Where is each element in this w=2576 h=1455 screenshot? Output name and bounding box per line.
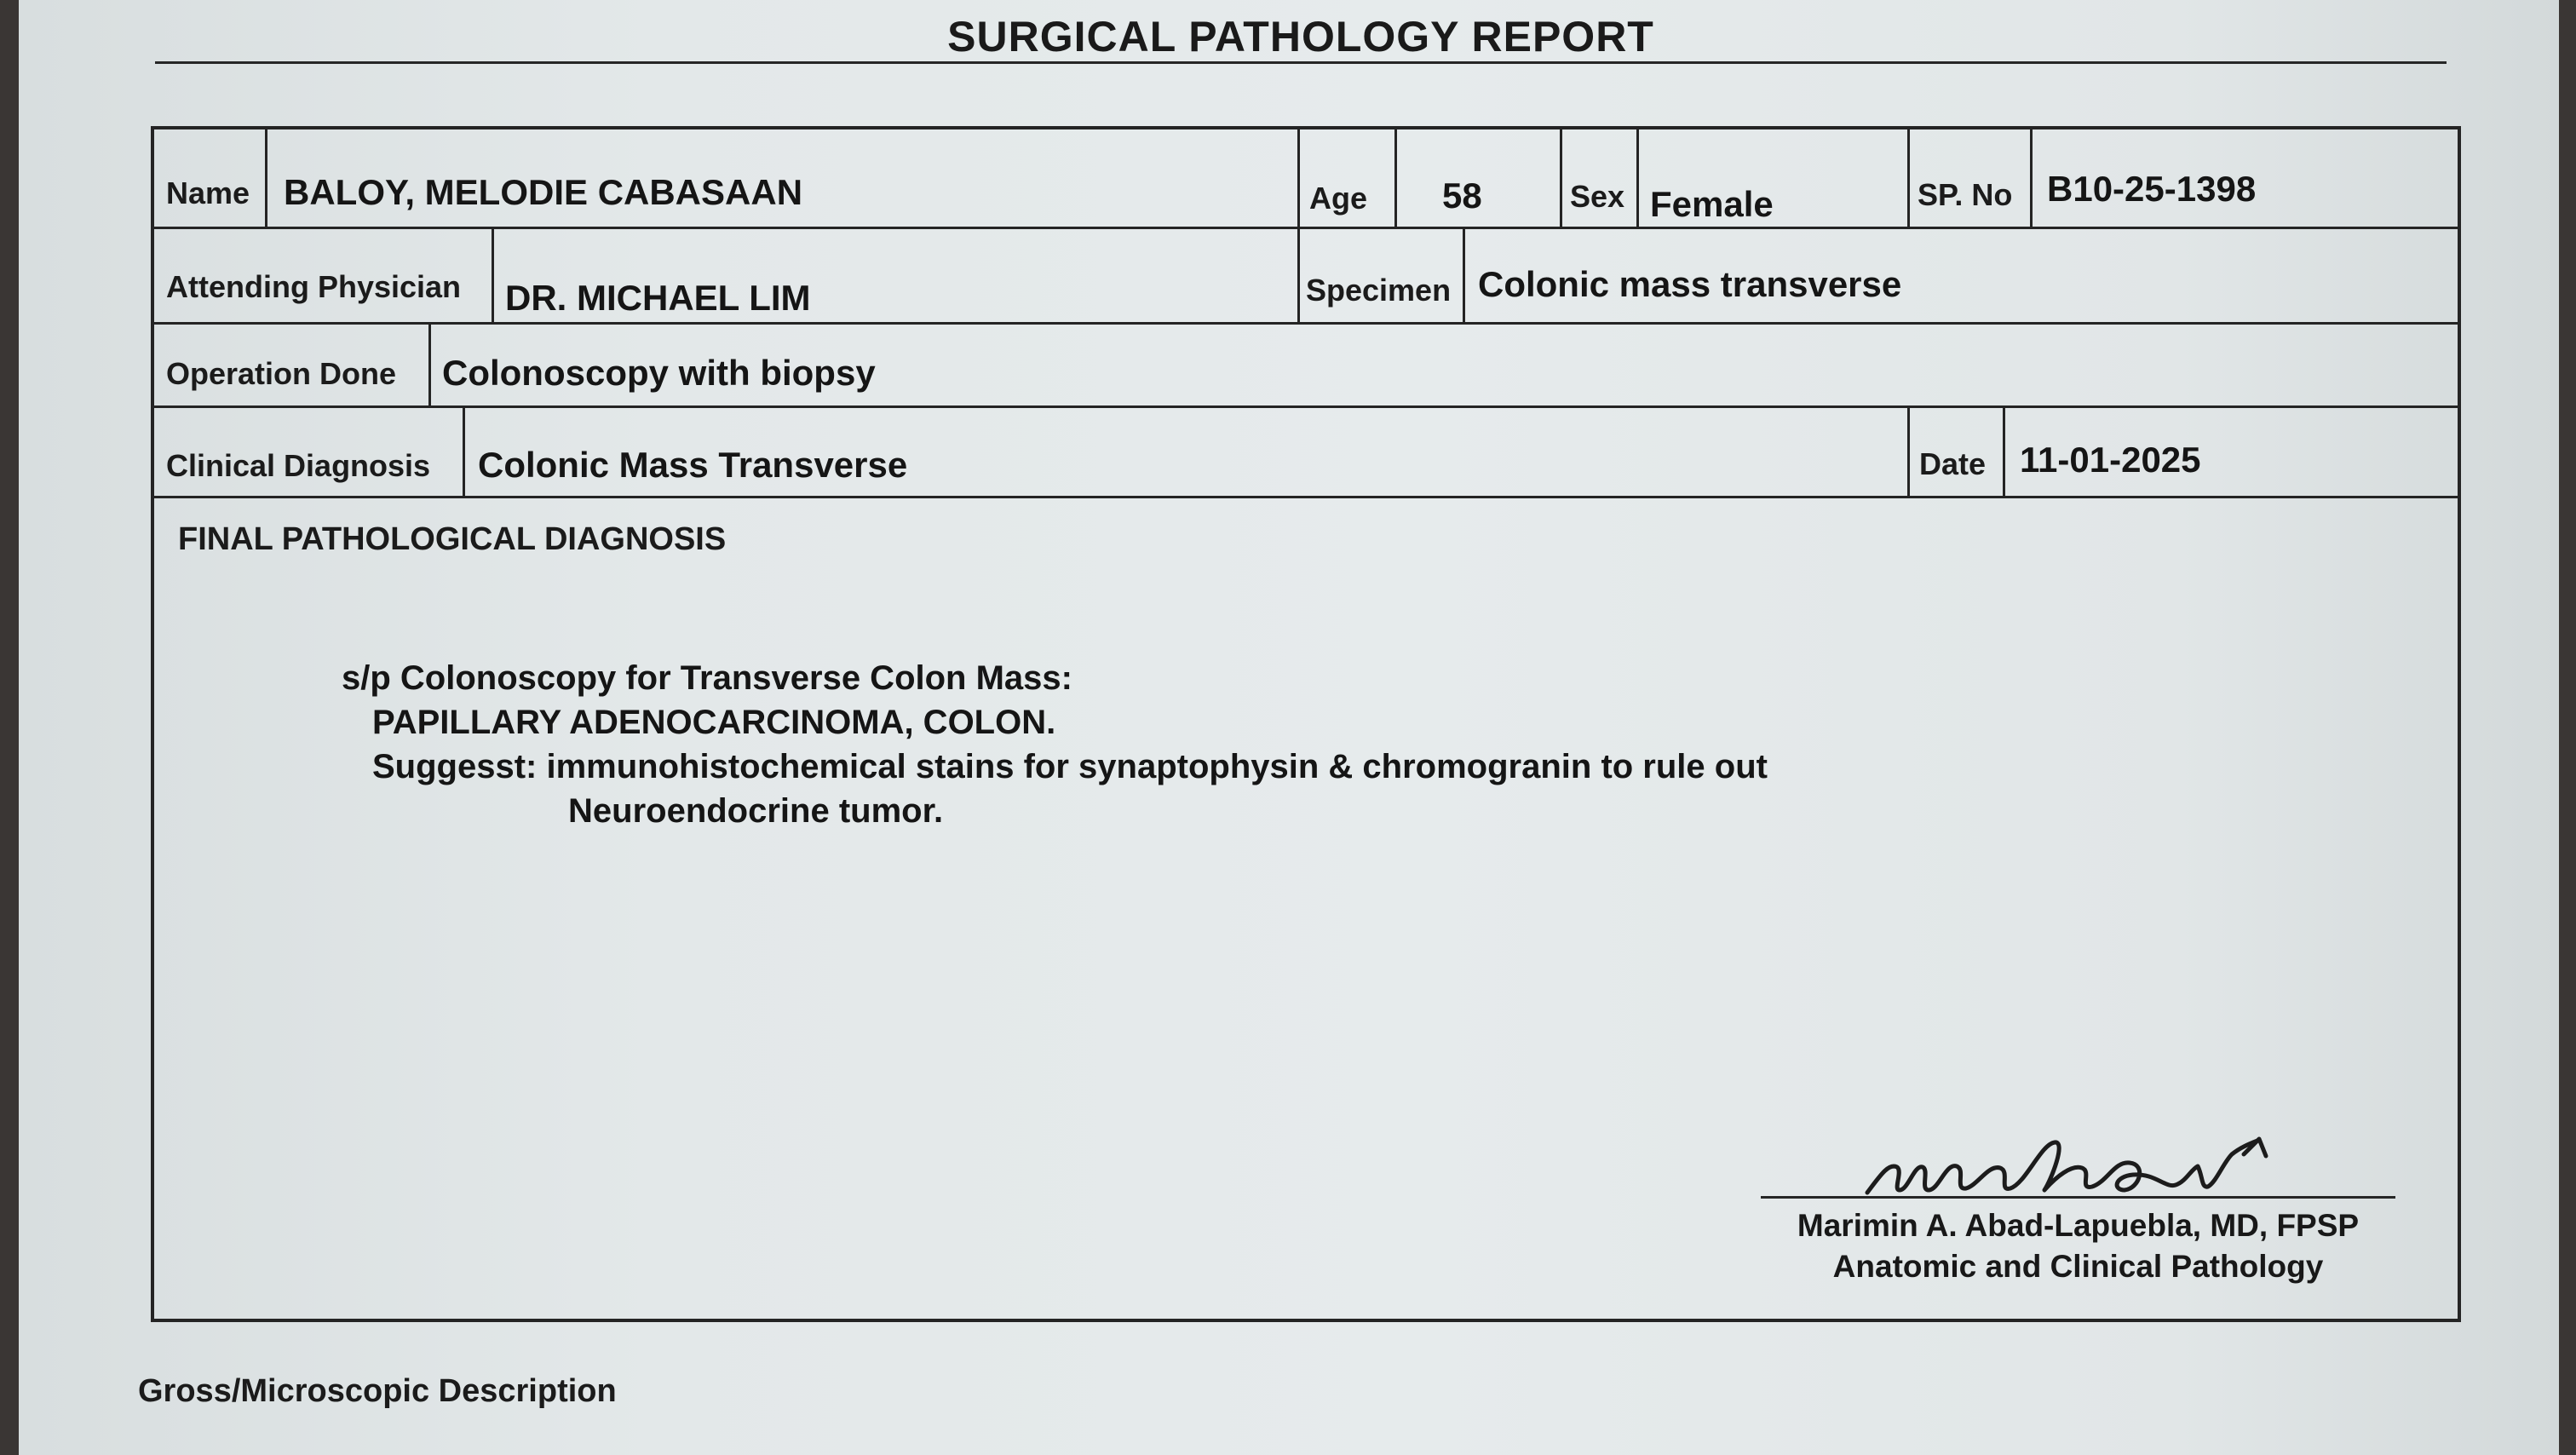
signatory-name: Marimin A. Abad-Lapuebla, MD, FPSP (1797, 1208, 2360, 1243)
diagnosis-suggestion-line: Suggesst: immunohistochemical stains for synaptophysin & chromogranin to rule out (372, 748, 1768, 785)
diagnosis-finding-line: PAPILLARY ADENOCARCINOMA, COLON. (372, 704, 1056, 741)
cell-divider (1394, 129, 1397, 228)
cell-divider (492, 227, 494, 324)
sp-number: B10-25-1398 (2047, 169, 2257, 209)
diagnosis-suggestion-continued: Neuroendocrine tumor. (568, 792, 944, 830)
signatory-title: Anatomic and Clinical Pathology (1832, 1249, 2324, 1284)
cell-divider (1297, 129, 1300, 324)
row-divider (154, 322, 2458, 325)
specimen-label: Specimen (1306, 273, 1452, 308)
diagnosis-procedure-line: s/p Colonoscopy for Transverse Colon Mass: (342, 659, 1072, 697)
date-label: Date (1919, 446, 1987, 481)
cell-divider (1636, 129, 1639, 228)
cell-divider (1463, 227, 1465, 324)
report-page (19, 0, 2559, 1455)
report-title: SURGICAL PATHOLOGY REPORT (947, 13, 1654, 60)
cell-divider (428, 322, 431, 407)
operation-done-label: Operation Done (166, 356, 397, 391)
attending-physician: DR. MICHAEL LIM (505, 278, 811, 318)
operation-done: Colonoscopy with biopsy (442, 353, 876, 393)
cell-divider (1907, 405, 1910, 497)
specimen-value: Colonic mass transverse (1478, 264, 1902, 304)
cell-divider (463, 405, 465, 497)
sp-no-label: SP. No (1918, 177, 2013, 212)
cell-divider (265, 129, 267, 228)
patient-age: 58 (1442, 175, 1482, 216)
age-label: Age (1309, 181, 1368, 216)
row-divider (154, 227, 2458, 229)
title-underline (155, 61, 2447, 64)
clinical-diagnosis: Colonic Mass Transverse (478, 445, 908, 485)
cell-divider (2030, 129, 2033, 228)
patient-sex: Female (1650, 184, 1774, 224)
patient-name: BALOY, MELODIE CABASAAN (284, 172, 803, 212)
cell-divider (1907, 129, 1910, 228)
row-divider (154, 496, 2458, 498)
final-diagnosis-heading: FINAL PATHOLOGICAL DIAGNOSIS (178, 521, 727, 557)
signature-line (1761, 1196, 2395, 1199)
clinical-diagnosis-label: Clinical Diagnosis (166, 448, 431, 483)
gross-description-label: Gross/Microscopic Description (138, 1373, 617, 1409)
cell-divider (1560, 129, 1562, 228)
sex-label: Sex (1570, 179, 1625, 214)
name-label: Name (166, 175, 250, 210)
attending-physician-label: Attending Physician (166, 269, 462, 304)
signature-scribble (1859, 1129, 2302, 1205)
report-date: 11-01-2025 (2020, 440, 2201, 480)
row-divider (154, 405, 2458, 408)
cell-divider (2003, 405, 2005, 497)
